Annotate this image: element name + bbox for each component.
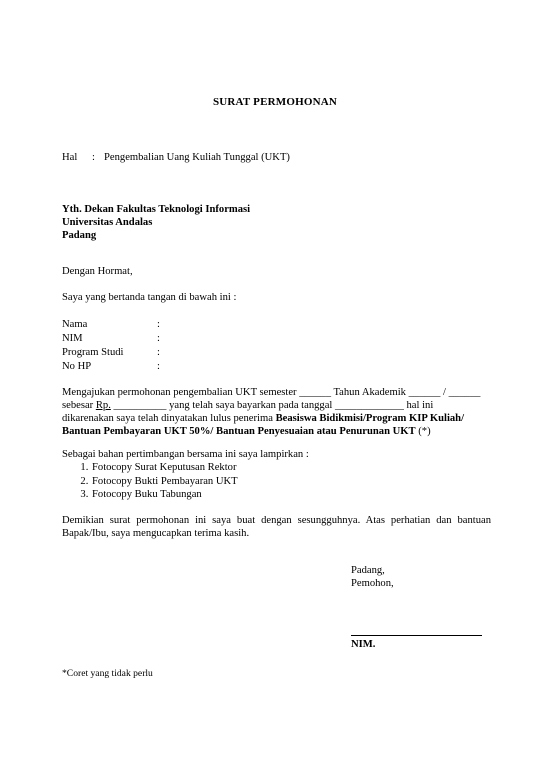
- request-text: __________ yang telah saya bayarkan pada tanggal _____________ hal ini: [110, 400, 434, 411]
- scholarship-types: Beasiswa Bidikmisi/Program KIP Kuliah/: [275, 413, 465, 424]
- closing-paragraph: Demikian surat permohonan ini saya buat dengan sesungguhnya. Atas perhatian dan bantuan Bapak/Ibu, saya mengucapkan terima kasih.: [62, 515, 491, 540]
- greeting: Dengan Hormat,: [62, 266, 133, 277]
- request-line-1: Mengajukan permohonan pengembalian UKT semester ______ Tahun Akademik ______ / ______: [62, 387, 481, 398]
- signature-place: Padang,: [351, 565, 385, 576]
- list-item: 3. Fotocopy Buku Tabungan: [91, 488, 238, 502]
- field-label-nim: NIM: [62, 333, 83, 344]
- attachments-list: [62, 461, 238, 502]
- field-separator: :: [157, 319, 160, 330]
- letter-title: SURAT PERMOHONAN: [212, 96, 338, 108]
- signature-nim: NIM.: [351, 639, 376, 650]
- rp-label: Rp.: [95, 400, 111, 411]
- footnote-marker: (*): [415, 426, 431, 437]
- signature-role: Pemohon,: [351, 578, 394, 589]
- request-line-2: [62, 399, 491, 413]
- field-separator: :: [157, 361, 160, 372]
- field-separator: :: [157, 347, 160, 358]
- intro-text: Saya yang bertanda tangan di bawah ini :: [62, 292, 237, 303]
- list-item: 2. Fotocopy Bukti Pembayaran UKT: [91, 475, 238, 489]
- field-separator: :: [157, 333, 160, 344]
- scholarship-types: Bantuan Pembayaran UKT 50%/ Bantuan Penyesuaian atau Penurunan UKT: [62, 426, 416, 437]
- list-item: 1. Fotocopy Surat Keputusan Rektor: [91, 461, 238, 475]
- request-line-4: [62, 425, 431, 439]
- signature-line: [351, 635, 482, 636]
- addressee-line: Universitas Andalas: [62, 217, 153, 228]
- footnote: *Coret yang tidak perlu: [62, 668, 153, 679]
- request-text: dikarenakan saya telah dinyatakan lulus penerima: [62, 413, 276, 424]
- field-label-nama: Nama: [62, 319, 88, 330]
- request-line-3: [62, 412, 491, 426]
- subject-label: Hal: [62, 152, 78, 163]
- addressee-line: Padang: [62, 230, 97, 241]
- addressee-line: Yth. Dekan Fakultas Teknologi Informasi: [62, 204, 251, 215]
- field-label-program-studi: Program Studi: [62, 347, 124, 358]
- subject-value: Pengembalian Uang Kuliah Tunggal (UKT): [104, 152, 290, 163]
- field-label-no-hp: No HP: [62, 361, 92, 372]
- attachments-intro: Sebagai bahan pertimbangan bersama ini saya lampirkan :: [62, 449, 309, 460]
- request-text: sebesar: [62, 400, 96, 411]
- subject-separator: :: [92, 152, 95, 163]
